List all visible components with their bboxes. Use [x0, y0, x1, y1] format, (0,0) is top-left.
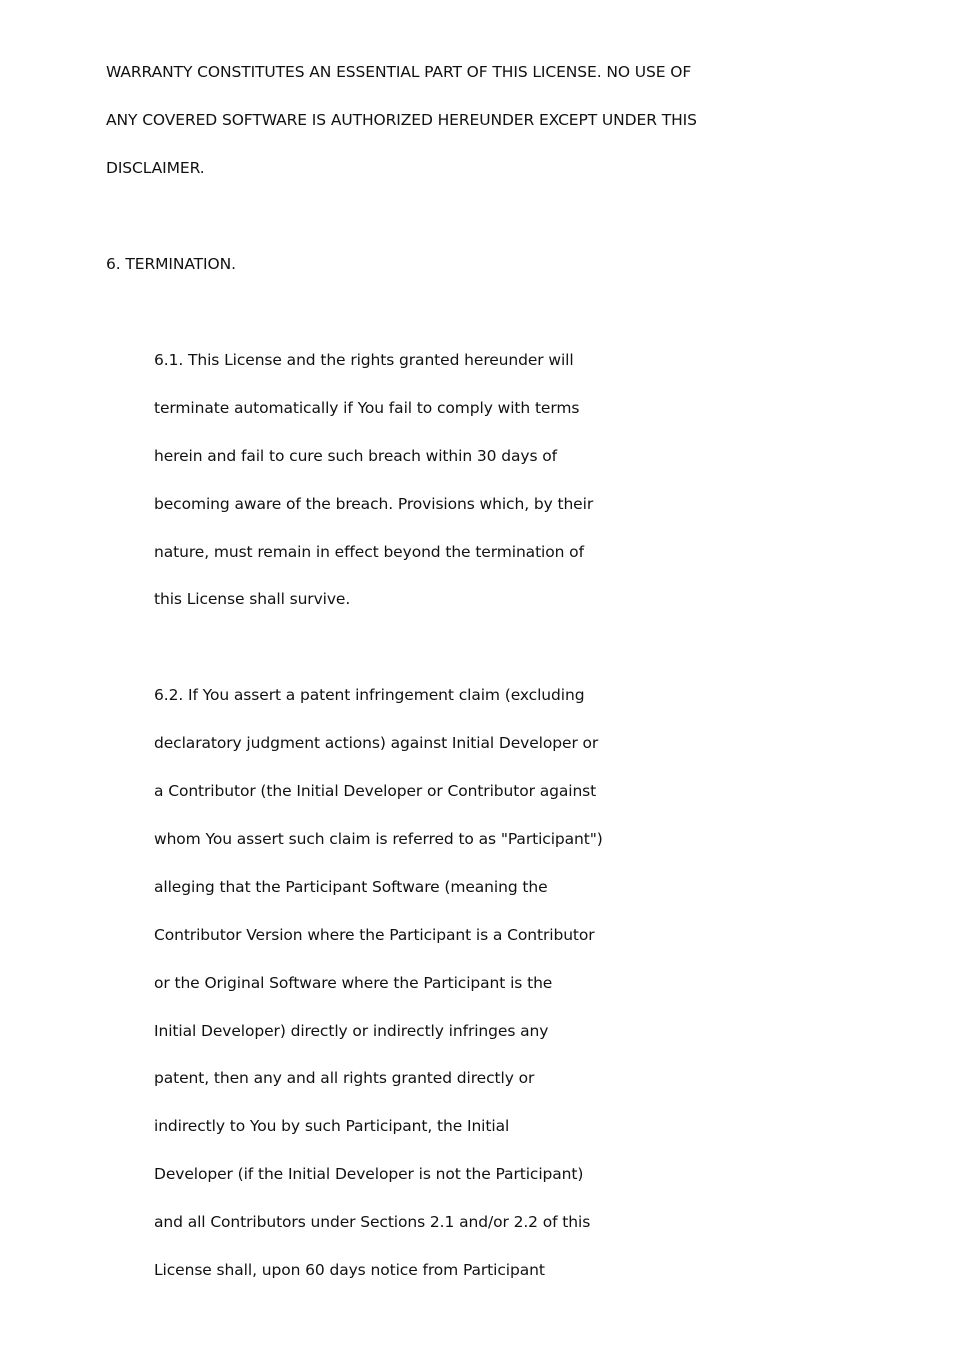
paragraph-6-2-line: 6.2. If You assert a patent infringement claim (excluding	[154, 686, 585, 704]
paragraph-6-2-line: Initial Developer) directly or indirectly infringes any	[154, 1022, 549, 1040]
paragraph-6-2-line: and all Contributors under Sections 2.1 and/or 2.2 of this	[154, 1213, 591, 1231]
paragraph-6-2-line: whom You assert such claim is referred to as "Participant")	[154, 830, 603, 848]
paragraph-6-2-line: indirectly to You by such Participant, the Initial	[154, 1117, 510, 1135]
paragraph-6-1-line: this License shall survive.	[154, 590, 351, 608]
intro-line: ANY COVERED SOFTWARE IS AUTHORIZED HEREUNDER EXCEPT UNDER THIS	[106, 111, 697, 129]
paragraph-6-1-line: herein and fail to cure such breach within 30 days of	[154, 447, 557, 465]
paragraph-6-2-line: alleging that the Participant Software (meaning the	[154, 878, 548, 896]
paragraph-6-1-line: terminate automatically if You fail to comply with terms	[154, 399, 580, 417]
paragraph-6-2-line: a Contributor (the Initial Developer or Contributor against	[154, 782, 597, 800]
paragraph-6-1-line: becoming aware of the breach. Provisions which, by their	[154, 495, 594, 513]
paragraph-6-1-line: nature, must remain in effect beyond the termination of	[154, 543, 584, 561]
paragraph-6-1-line: 6.1. This License and the rights granted hereunder will	[154, 351, 574, 369]
section-heading: 6. TERMINATION.	[106, 255, 236, 273]
intro-line: DISCLAIMER.	[106, 159, 205, 177]
paragraph-6-2-line: Contributor Version where the Participant is a Contributor	[154, 926, 595, 944]
paragraph-6-2-line: Developer (if the Initial Developer is not the Participant)	[154, 1165, 584, 1183]
paragraph-6-2-line: or the Original Software where the Participant is the	[154, 974, 553, 992]
paragraph-6-2-line: declaratory judgment actions) against Initial Developer or	[154, 734, 599, 752]
paragraph-6-2-line: License shall, upon 60 days notice from Participant	[154, 1261, 545, 1279]
intro-line: WARRANTY CONSTITUTES AN ESSENTIAL PART OF THIS LICENSE. NO USE OF	[106, 63, 692, 81]
paragraph-6-2-line: patent, then any and all rights granted directly or	[154, 1069, 535, 1087]
